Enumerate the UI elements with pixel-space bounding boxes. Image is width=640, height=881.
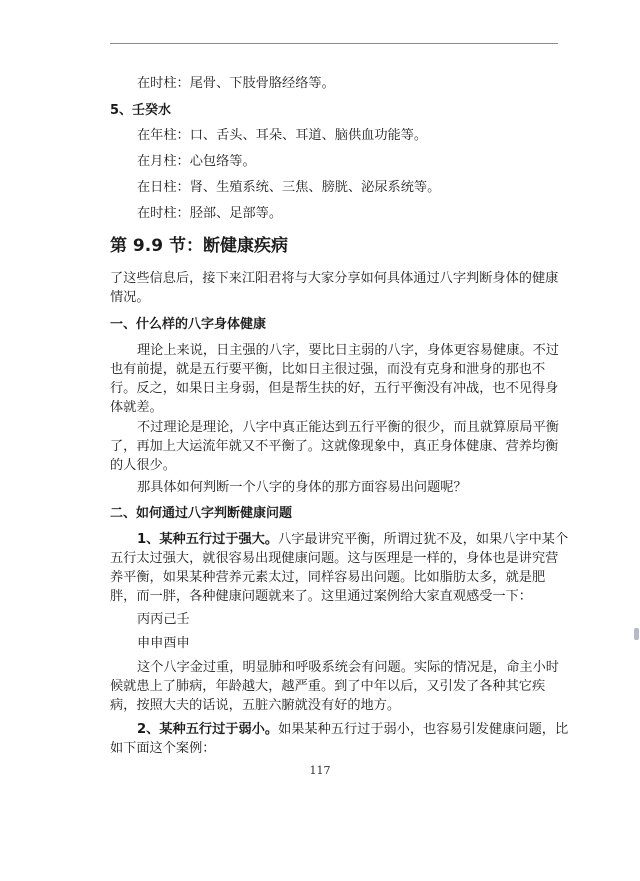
text-line: 体就差。 [110, 400, 163, 415]
inline-heading: 1、某种五行过于强大。 [137, 532, 279, 547]
text-line: 不过理论是理论，八字中真正能达到五行平衡的很少，而且就算原局平衡 [137, 420, 559, 435]
text-line: 病，按照大夫的话说，五脏六腑就没有好的地方。 [110, 698, 401, 713]
text-line: 如下面这个案例： [110, 741, 216, 756]
text-line: 在月柱：心包络等。 [137, 154, 256, 169]
subsection-heading: 5、壬癸水 [110, 103, 172, 118]
text-line: 理论上来说，日主强的八字，要比日主弱的八字，身体更容易健康。不过 [137, 343, 559, 358]
inline-text: 如果某种五行过于弱小，也容易引发健康问题，比 [278, 722, 569, 737]
text-line: 候就患上了肺病，年龄越大，越严重。到了中年以后，又引发了各种其它疾 [110, 679, 546, 694]
inline-text: 八字最讲究平衡，所谓过犹不及，如果八字中某个 [278, 532, 569, 547]
text-line [137, 532, 568, 548]
text-line: 了，再加上大运流年就又不平衡了。这就像现象中，真正身体健康、营养均衡 [110, 439, 559, 454]
text-line: 胖，而一胖，各种健康问题就来了。这里通过案例给大家直观感受一下： [110, 589, 532, 604]
text-line: 在时柱：胫部、足部等。 [137, 206, 283, 221]
text-line: 这个八字金过重，明显肺和呼吸系统会有问题。实际的情况是，命主小时 [137, 660, 559, 675]
text-line: 的人很少。 [110, 458, 176, 473]
subsection-heading: 一、什么样的八字身体健康 [110, 317, 267, 332]
text-line: 在日柱：肾、生殖系统、三焦、膀胱、泌尿系统等。 [137, 180, 441, 195]
text-line: 情况。 [110, 290, 150, 305]
text-line: 在年柱：口、舌头、耳朵、耳道、脑供血功能等。 [137, 128, 428, 143]
page-number: 117 [309, 764, 331, 777]
text-line: 五行太过强大，就很容易出现健康问题。这与医理是一样的，身体也是讲究营 [110, 551, 559, 566]
text-line: 也有前提，就是五行要平衡，比如日主很过强，而没有克身和泄身的那也不 [110, 362, 546, 377]
section-title: 第 9.9 节：断健康疾病 [110, 236, 288, 256]
text-line [137, 722, 568, 738]
text-line: 在时柱：尾骨、下肢骨胳经络等。 [137, 76, 335, 91]
chart-pillars-branches: 申申酉申 [137, 636, 190, 651]
text-line: 行。反之，如果日主身弱，但是帮生扶的好，五行平衡没有冲战，也不见得身 [110, 381, 559, 396]
subsection-heading: 二、如何通过八字判断健康问题 [110, 506, 293, 521]
inline-heading: 2、某种五行过于弱小。 [137, 722, 279, 737]
text-line: 养平衡，如果某种营养元素太过，同样容易出问题。比如脂肪太多，就是肥 [110, 570, 546, 585]
scrollbar-handle[interactable] [634, 628, 639, 640]
chart-pillars-stems: 丙丙己壬 [137, 612, 190, 627]
text-line: 了这些信息后，接下来江阳君将与大家分享如何具体通过八字判断身体的健康 [110, 271, 559, 286]
header-rule [110, 43, 558, 44]
text-line: 那具体如何判断一个八字的身体的那方面容易出问题呢？ [137, 480, 467, 495]
